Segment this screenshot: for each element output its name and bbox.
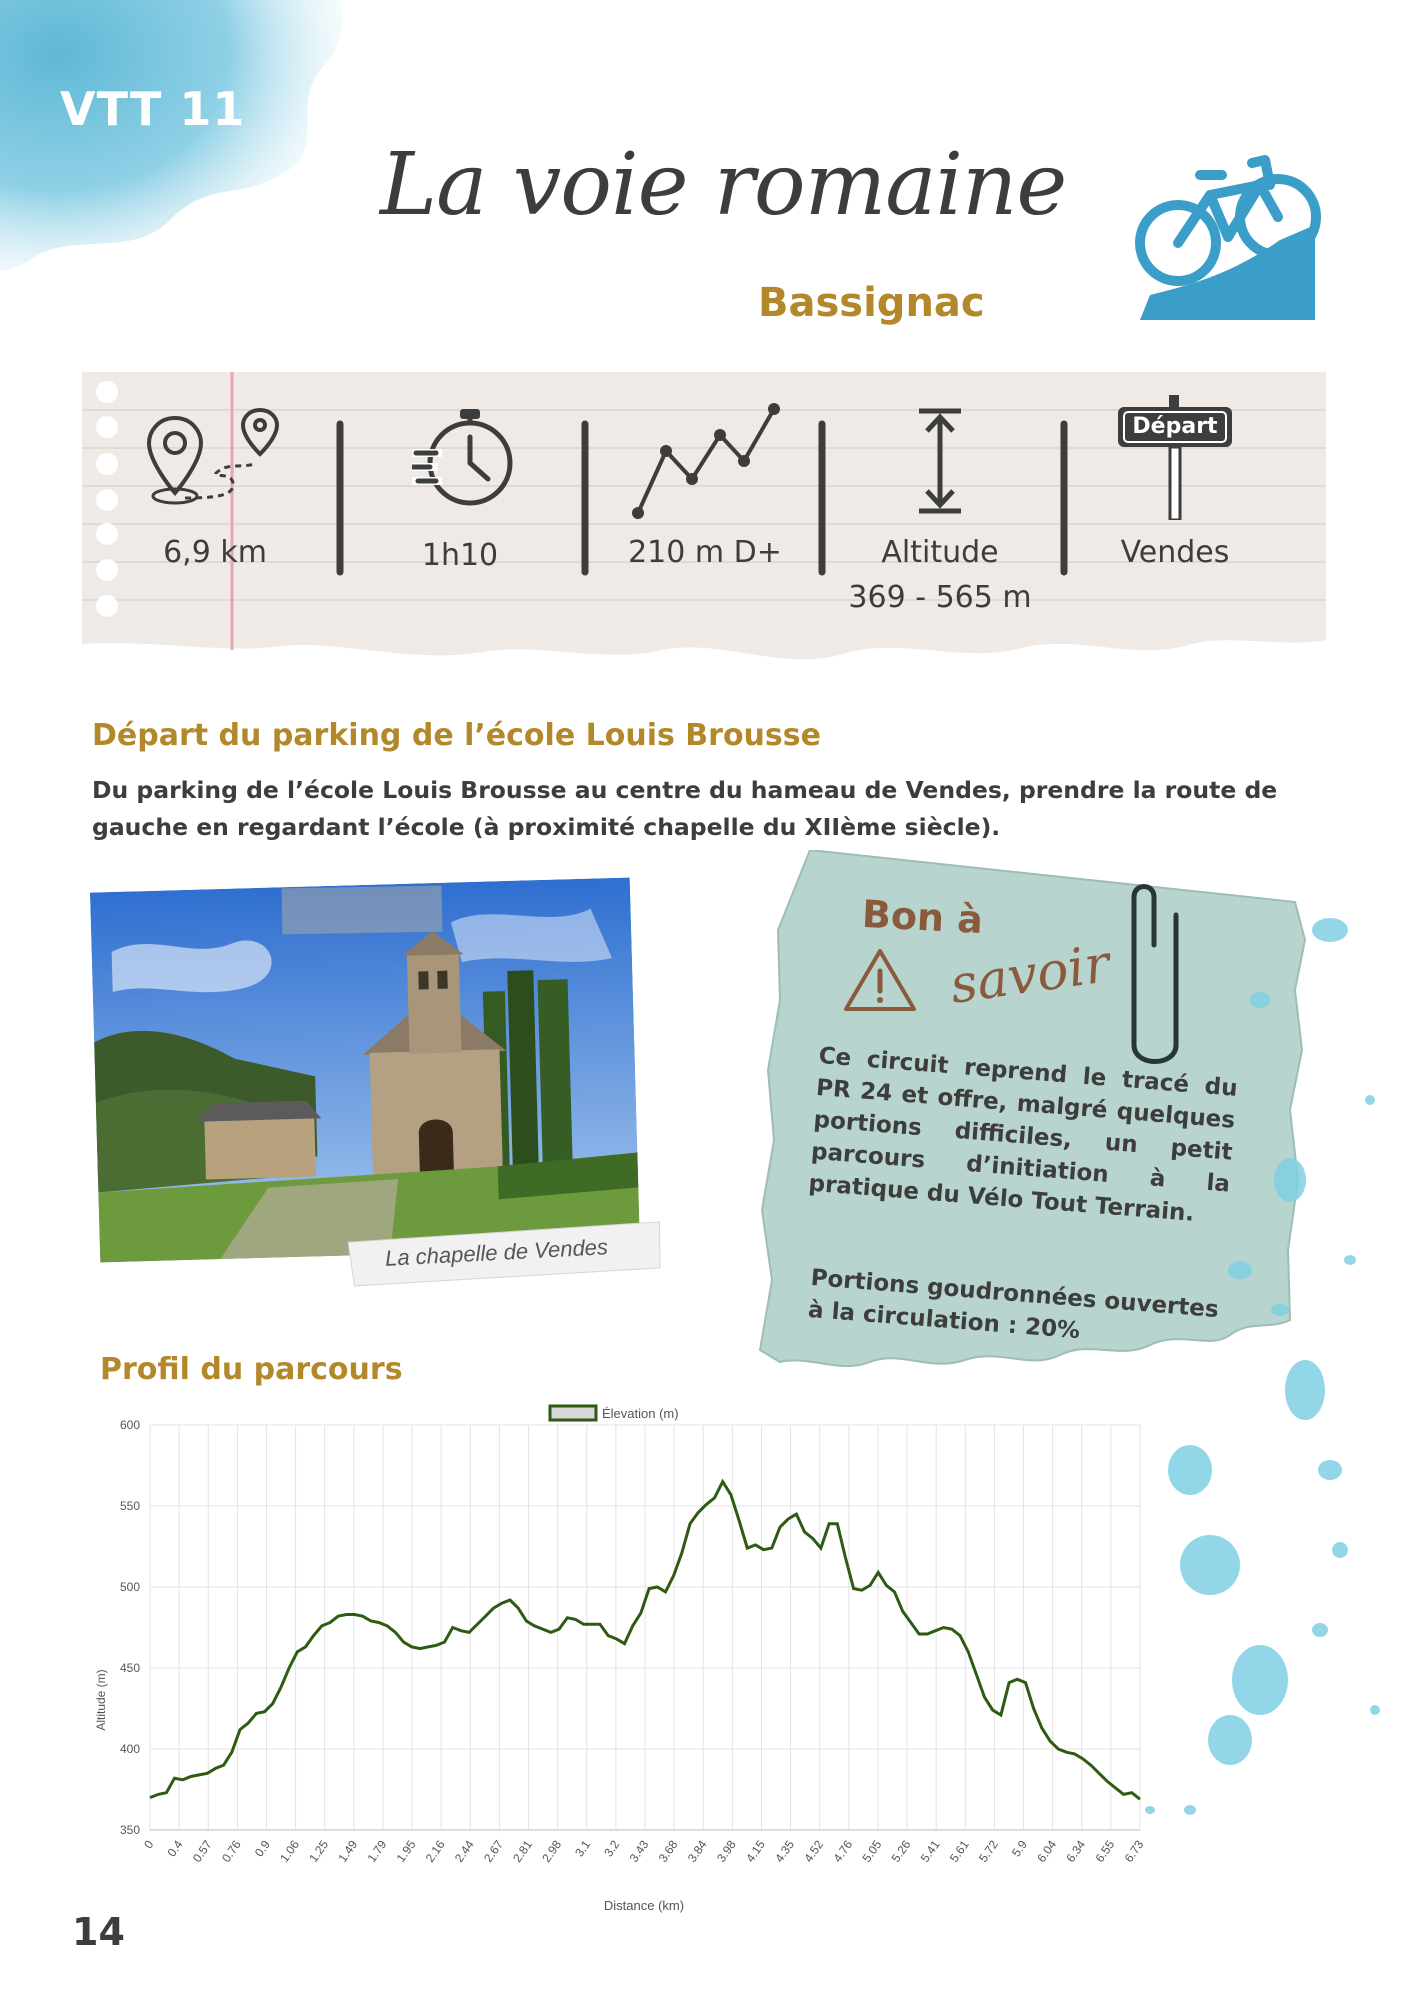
watercolor-wash [0, 0, 380, 290]
route-code: VTT 11 [60, 82, 246, 136]
page-number: 14 [72, 1910, 125, 1954]
altitude-range-value: 369 - 565 m [848, 580, 1032, 615]
route-distance-icon [145, 408, 285, 513]
x-tick-label: 6.04 [1034, 1837, 1060, 1865]
x-tick-label: 5.61 [946, 1837, 972, 1865]
y-tick-label: 600 [119, 1418, 140, 1432]
y-tick-label: 450 [119, 1661, 140, 1675]
x-tick-label: 5.9 [1008, 1837, 1030, 1860]
distance-value: 6,9 km [163, 535, 267, 570]
x-tick-label: 1.49 [335, 1837, 361, 1865]
y-tick-label: 550 [119, 1499, 140, 1513]
note-extra: Portions goudronnées ouvertes à la circulation : 20% [807, 1264, 1220, 1345]
x-tick-label: 4.76 [830, 1837, 856, 1865]
altitude-range-icon [915, 407, 965, 515]
mountain-bike-icon [1130, 145, 1325, 330]
x-axis-label: Distance (km) [603, 1898, 685, 1913]
y-tick-label: 400 [119, 1742, 140, 1756]
x-tick-label: 6.73 [1121, 1837, 1147, 1865]
photo-caption: La chapelle de Vendes [384, 1234, 609, 1271]
x-tick-label: 0.76 [218, 1837, 244, 1865]
note-title-prefix: Bon à [860, 891, 985, 943]
x-tick-label: 1.25 [306, 1837, 332, 1865]
x-tick-label: 1.95 [393, 1837, 419, 1865]
legend-label: Élevation (m) [602, 1406, 679, 1421]
chapel-photo [90, 878, 640, 1263]
y-tick-label: 500 [119, 1580, 140, 1594]
legend-swatch [550, 1406, 596, 1420]
page-title: La voie romaine [380, 135, 1067, 235]
x-tick-label: 3.84 [684, 1837, 710, 1865]
y-axis-label: Altitude (m) [94, 1669, 108, 1731]
chart-legend [550, 1406, 679, 1421]
section-text: Du parking de l’école Louis Brousse au centre du hameau de Vendes, prendre la route de gauche en regardant l’école (à proximité chapelle du XIIème siècle). [92, 776, 1278, 841]
x-tick-label: 5.26 [888, 1837, 914, 1865]
x-tick-label: 2.98 [539, 1837, 565, 1865]
x-tick-label: 2.16 [422, 1837, 448, 1865]
x-tick-label: 3.2 [601, 1837, 623, 1860]
section-heading: Départ du parking de l’école Louis Brousse [92, 718, 821, 753]
elevation-chart [80, 1395, 1160, 1935]
x-tick-label: 2.81 [510, 1837, 535, 1865]
y-tick-label: 350 [119, 1823, 140, 1837]
x-tick-label: 5.41 [917, 1837, 943, 1865]
page-subtitle: Bassignac [758, 280, 985, 326]
x-tick-label: 5.72 [976, 1837, 1001, 1865]
x-tick-label: 6.34 [1063, 1837, 1089, 1865]
x-tick-label: 0.9 [251, 1837, 273, 1860]
x-tick-label: 4.35 [772, 1837, 798, 1865]
stopwatch-icon [412, 405, 517, 510]
x-tick-label: 3.98 [713, 1837, 739, 1865]
x-tick-label: 1.06 [277, 1837, 303, 1865]
photo-tape [282, 886, 443, 935]
x-tick-label: 5.05 [859, 1837, 885, 1865]
altitude-label: Altitude [881, 535, 999, 570]
note-body: Ce circuit reprend le tracé du PR 24 et offre, malgré quelques portions difficiles, un petit parcours d’initiation à la pratique du Vélo Tout Terrain. [807, 1042, 1239, 1227]
start-place-value: Vendes [1120, 535, 1230, 570]
warning-icon [840, 945, 920, 1015]
x-tick-label: 2.44 [451, 1837, 477, 1865]
x-tick-label: 3.68 [655, 1837, 681, 1865]
chart-heading: Profil du parcours [100, 1352, 403, 1387]
watercolor-splash [1130, 850, 1414, 1850]
x-tick-label: 3.1 [572, 1837, 594, 1860]
chart-y-axis [120, 1418, 140, 1837]
x-tick-label: 0.4 [164, 1837, 186, 1860]
start-sign-label: Départ [1132, 414, 1218, 439]
elevation-gain-value: 210 m D+ [628, 535, 782, 570]
x-tick-label: 2.67 [481, 1837, 506, 1865]
x-tick-label: 0.57 [189, 1837, 215, 1865]
x-tick-label: 3.43 [626, 1837, 652, 1865]
note-title-main: savoir [946, 934, 1114, 1016]
x-tick-label: 4.52 [801, 1837, 827, 1865]
duration-value: 1h10 [421, 538, 499, 573]
chart-grid [150, 1425, 1140, 1830]
x-tick-label: 0 [141, 1837, 157, 1852]
x-tick-label: 6.55 [1092, 1837, 1118, 1865]
x-tick-label: 1.79 [364, 1837, 390, 1865]
x-tick-label: 4.15 [743, 1837, 768, 1865]
elevation-gain-icon [628, 403, 780, 521]
chart-x-axis [141, 1837, 1146, 1864]
